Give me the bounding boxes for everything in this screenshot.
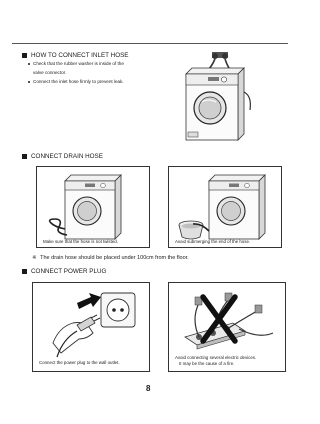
top-rule — [12, 43, 288, 44]
bullet-dot-icon — [28, 81, 30, 83]
section-square-icon — [22, 53, 27, 58]
bullet-text: valve connector. — [33, 70, 67, 75]
section-square-icon — [22, 269, 27, 274]
section-heading-inlet — [22, 52, 129, 59]
bullet-item — [28, 79, 124, 85]
section-title: HOW TO CONNECT INLET HOSE — [31, 52, 129, 59]
bullet-dot-icon — [28, 63, 30, 65]
caption: It may be the cause of a fire. — [179, 361, 235, 366]
caption: Connect the power plug to the wall outlet. — [39, 360, 120, 365]
drain-panel-untwisted — [36, 166, 150, 248]
page-number: 8 — [146, 384, 151, 393]
section-square-icon — [22, 154, 27, 159]
caption: Make sure that the hose is not twisted. — [43, 239, 118, 244]
drain-height-note — [32, 255, 189, 261]
bullet-text: Check that the rubber washer is inside of the — [33, 61, 124, 66]
caption: Avoid submerging the end of the hose. — [175, 239, 251, 244]
drain-panel-submerge — [168, 166, 282, 248]
section-title: CONNECT DRAIN HOSE — [31, 153, 103, 160]
power-panel-multiple-devices — [168, 282, 286, 372]
caption: Avoid connecting several electric devices. — [175, 355, 257, 360]
note-text: The drain hose should be placed under 100cm from the floor. — [40, 255, 189, 261]
bullet-item — [28, 61, 124, 67]
bullet-continuation — [33, 70, 66, 76]
section-heading-power — [22, 268, 106, 275]
section-heading-drain — [22, 153, 103, 160]
section-title: CONNECT POWER PLUG — [31, 268, 107, 275]
washer-inlet-illustration — [178, 52, 256, 142]
note-symbol-icon: ※ — [32, 255, 37, 261]
power-panel-outlet — [32, 282, 150, 372]
bullet-text: Connect the inlet hose firmly to prevent leak. — [33, 79, 124, 84]
